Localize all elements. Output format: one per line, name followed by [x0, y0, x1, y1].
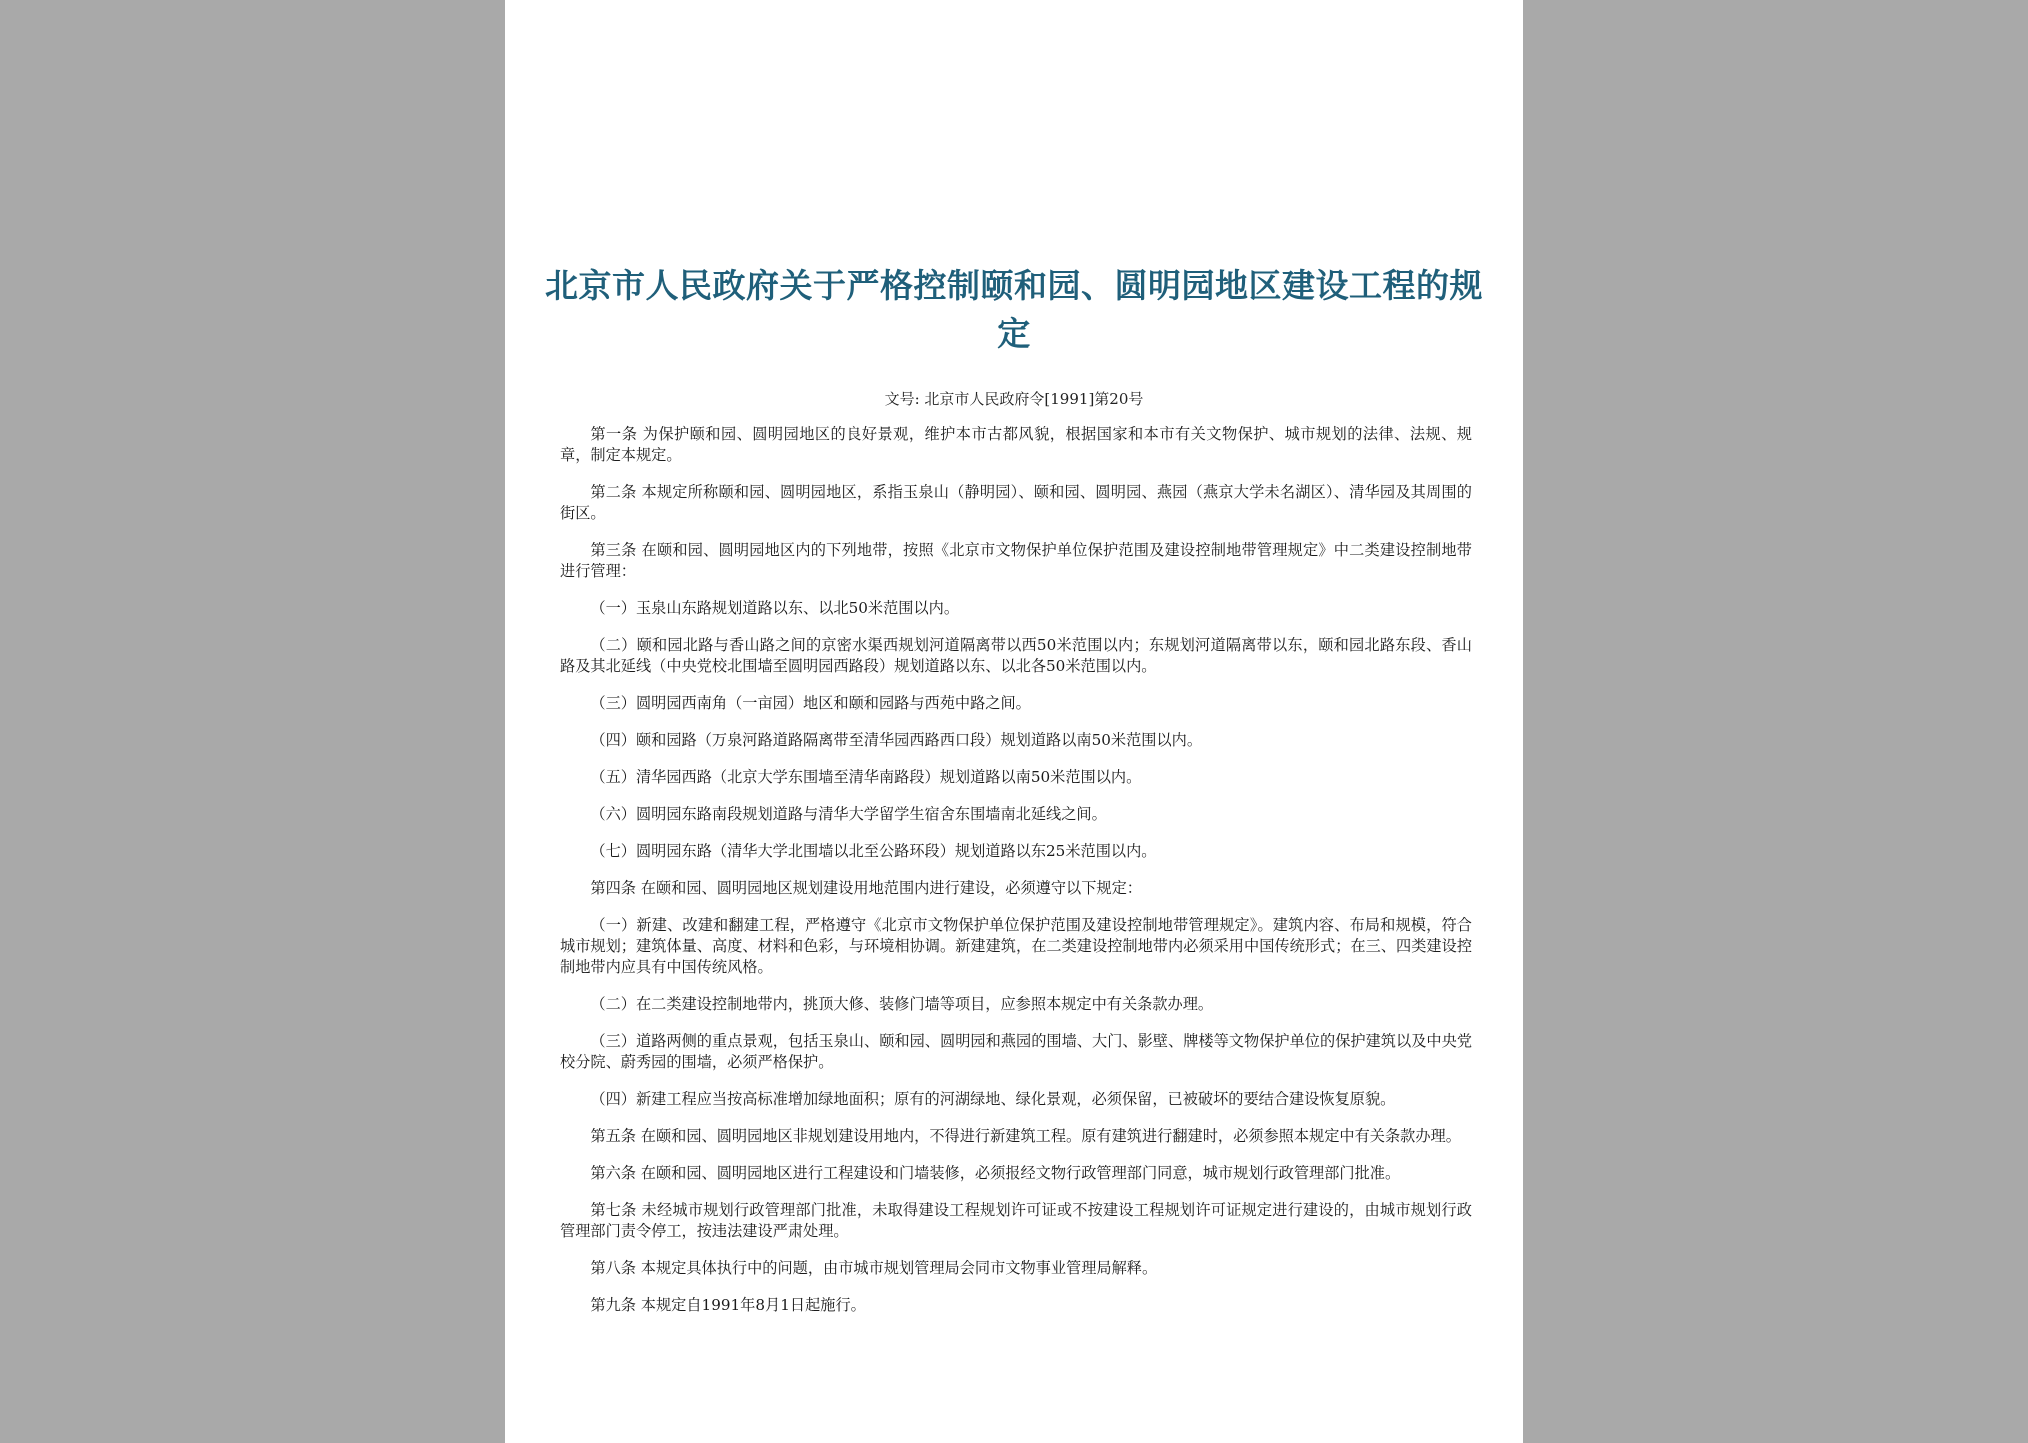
paragraph: （一）玉泉山东路规划道路以东、以北50米范围以内。 — [590, 599, 960, 617]
paragraph: （五）清华园西路（北京大学东围墙至清华南路段）规划道路以南50米范围以内。 — [590, 768, 1142, 786]
paragraph: 第七条 未经城市规划行政管理部门批准，未取得建设工程规划许可证或不按建设工程规划许可证规定进行建设的，由城市规划行政管理部门责令停工，按违法建设严肃处理。 — [560, 1201, 1472, 1240]
document-page — [505, 0, 1523, 1443]
paragraph: 第四条 在颐和园、圆明园地区规划建设用地范围内进行建设，必须遵守以下规定： — [590, 879, 1142, 897]
document-number: 文号: 北京市人民政府令[1991]第20号 — [884, 390, 1144, 408]
paragraph: （二）在二类建设控制地带内，挑顶大修、装修门墙等项目，应参照本规定中有关条款办理。 — [590, 995, 1214, 1013]
paragraph: （四）颐和园路（万泉河路道路隔离带至清华园西路西口段）规划道路以南50米范围以内。 — [590, 731, 1203, 749]
paragraph: （三）道路两侧的重点景观，包括玉泉山、颐和园、圆明园和燕园的围墙、大门、影壁、牌楼等文物保护单位的保护建筑以及中央党校分院、蔚秀园的围墙，必须严格保护。 — [560, 1032, 1472, 1071]
paragraph: 第八条 本规定具体执行中的问题，由市城市规划管理局会同市文物事业管理局解释。 — [590, 1259, 1158, 1277]
paragraph: 第一条 为保护颐和园、圆明园地区的良好景观，维护本市古都风貌，根据国家和本市有关文物保护、城市规划的法律、法规、规章，制定本规定。 — [560, 425, 1472, 464]
document-title: 北京市人民政府关于严格控制颐和园、圆明园地区建设工程的规定 — [545, 266, 1483, 353]
paragraph: 第九条 本规定自1991年8月1日起施行。 — [590, 1296, 866, 1314]
paragraph: （六）圆明园东路南段规划道路与清华大学留学生宿舍东围墙南北延线之间。 — [590, 805, 1107, 823]
paragraph: （一）新建、改建和翻建工程，严格遵守《北京市文物保护单位保护范围及建设控制地带管理规定》。建筑内容、布局和规模，符合城市规划；建筑体量、高度、材料和色彩，与环境相协调。新建建筑，在二类建设控制地带内必须采用中国传统形式；在三、四类建设控制地带内应具有中国传统风格。 — [560, 916, 1472, 976]
paragraph: 第二条 本规定所称颐和园、圆明园地区，系指玉泉山（静明园）、颐和园、圆明园、燕园（燕京大学未名湖区）、清华园及其周围的街区。 — [560, 483, 1472, 522]
paragraph: （二）颐和园北路与香山路之间的京密水渠西规划河道隔离带以西50米范围以内；东规划河道隔离带以东，颐和园北路东段、香山路及其北延线（中央党校北围墙至圆明园西路段）规划道路以东、以北各50米范围以内。 — [560, 636, 1472, 675]
paragraph: 第五条 在颐和园、圆明园地区非规划建设用地内，不得进行新建筑工程。原有建筑进行翻建时，必须参照本规定中有关条款办理。 — [590, 1127, 1461, 1145]
paragraph: （四）新建工程应当按高标准增加绿地面积；原有的河湖绿地、绿化景观，必须保留，已被破坏的要结合建设恢复原貌。 — [590, 1090, 1396, 1108]
paragraph: 第三条 在颐和园、圆明园地区内的下列地带，按照《北京市文物保护单位保护范围及建设控制地带管理规定》中二类建设控制地带进行管理： — [560, 541, 1472, 580]
paragraph: （七）圆明园东路（清华大学北围墙以北至公路环段）规划道路以东25米范围以内。 — [590, 842, 1157, 860]
paragraph: 第六条 在颐和园、圆明园地区进行工程建设和门墙装修，必须报经文物行政管理部门同意，城市规划行政管理部门批准。 — [590, 1164, 1401, 1182]
paragraph: （三）圆明园西南角（一亩园）地区和颐和园路与西苑中路之间。 — [590, 694, 1031, 712]
document-body — [560, 424, 1472, 1332]
